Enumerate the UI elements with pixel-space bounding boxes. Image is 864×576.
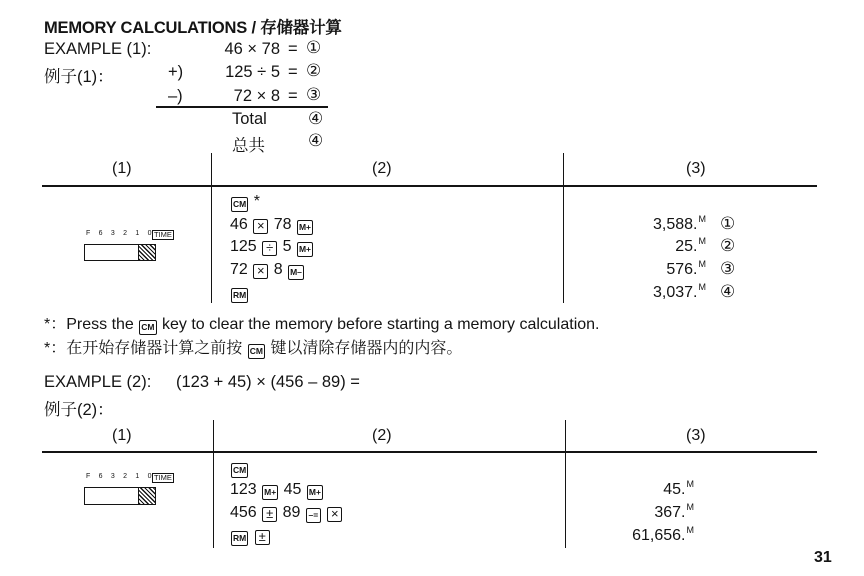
table2-rule [42,451,817,453]
memory-flag: M [686,479,694,489]
cm-key: CM [231,463,248,478]
ref-marker: ④ [308,131,324,150]
column-header-1: (1) [112,427,132,444]
result-value: 61,656.$^M$ [632,525,694,544]
column-header-3: (3) [686,427,706,444]
table2-divider [213,420,214,548]
example2-label: EXAMPLE (2): [44,373,152,391]
multiply-key: × [327,507,342,522]
number: 78 [273,216,292,233]
equals-sign: = [288,63,298,81]
display-switch-labels: F 6 3 2 1 0 [86,473,155,480]
table2-divider [565,420,566,548]
ref-marker: ③ [720,259,736,278]
result-value: 367.$^M$ [654,502,694,521]
page-number: 31 [814,549,832,566]
column-header-2: (2) [372,427,392,444]
column-header-3: (3) [686,160,706,177]
step-row [230,193,260,212]
total-label: Total [232,110,267,128]
memory-flag: M [686,502,694,512]
cm-key: CM [139,320,156,335]
total-label-cn: 总共 [232,137,265,155]
memory-flag: M [698,214,706,224]
display-time-label: TIME [154,473,172,482]
number: 8 [273,261,283,278]
example1-op-plus: +) [168,63,184,81]
step-row [230,238,314,257]
ref-marker: ④ [720,282,736,301]
number: 456 [230,504,257,521]
table1-divider [211,153,212,303]
result-value: 3,037.$^M$ [653,282,706,301]
rm-key: RM [231,288,248,303]
number: 45 [283,481,302,498]
step-row [230,216,314,235]
multiply-key: × [253,219,268,234]
page-title: MEMORY CALCULATIONS / 存储器计算 [44,19,342,37]
footnote-english: *：Press the CM key to clear the memory before starting a memory calculation. [44,316,600,333]
memory-flag: M [686,525,694,535]
example1-label: EXAMPLE (1): [44,40,152,58]
ref-marker: ④ [308,109,324,128]
number: 89 [282,504,301,521]
column-header-2: (2) [372,160,392,177]
table1-divider [563,153,564,303]
example2-expression: (123 + 45) × (456 – 89) = [176,373,360,391]
m-plus-key: M+ [297,220,313,235]
plus-minus-key: ± [255,530,270,545]
table1-rule [42,185,817,187]
example1-op-minus: –) [168,87,183,105]
example1-expr-1: 46 × 78 [224,40,280,58]
example2-label-cn: 例子(2)： [44,401,114,419]
ref-marker: ① [720,214,736,233]
number: 46 [230,216,248,233]
divide-key: ÷ [262,241,277,256]
m-plus-key: M+ [297,242,313,257]
ref-marker: ② [306,61,322,80]
cm-key: CM [231,197,248,212]
multiply-key: × [253,264,268,279]
m-minus-equals-key: –= [306,508,321,523]
result-value: 3,588.$^M$ [653,214,706,233]
equals-sign: = [288,87,298,105]
step-row [230,459,249,478]
display-slider-position [138,244,156,261]
step-row [230,481,324,500]
display-time-label: TIME [154,230,172,239]
footnote-marker: * [253,193,260,210]
number: 5 [282,238,292,255]
m-plus-key: M+ [262,485,278,500]
m-plus-key: M+ [307,485,323,500]
display-slider-position [138,487,156,505]
ref-marker: ② [720,236,736,255]
memory-flag: M [698,236,706,246]
number: 123 [230,481,257,498]
column-header-1: (1) [112,160,132,177]
total-divider [156,106,328,108]
cm-key: CM [248,344,265,359]
ref-marker: ③ [306,85,322,104]
example1-label-cn: 例子(1)： [44,68,114,86]
footnote-chinese: *：在开始存储器计算之前按 CM 键以清除存储器内的内容。 [44,340,463,357]
step-row [230,527,271,546]
number: 72 [230,261,248,278]
memory-flag: M [698,259,706,269]
example1-expr-2: 125 ÷ 5 [225,63,280,81]
result-value: 45.$^M$ [663,479,694,498]
memory-flag: M [698,282,706,292]
number: 125 [230,238,257,255]
result-value: 25.$^M$ [675,236,706,255]
display-switch-labels: F 6 3 2 1 0 [86,230,155,237]
example1-expr-3: 72 × 8 [233,87,280,105]
ref-marker: ① [306,38,322,57]
equals-sign: = [288,40,298,58]
step-row [230,504,343,523]
result-value: 576.$^M$ [666,259,706,278]
step-row [230,284,249,303]
rm-key: RM [231,531,248,546]
plus-minus-key: ± [262,507,277,522]
m-minus-key: M– [288,265,304,280]
step-row [230,261,305,280]
